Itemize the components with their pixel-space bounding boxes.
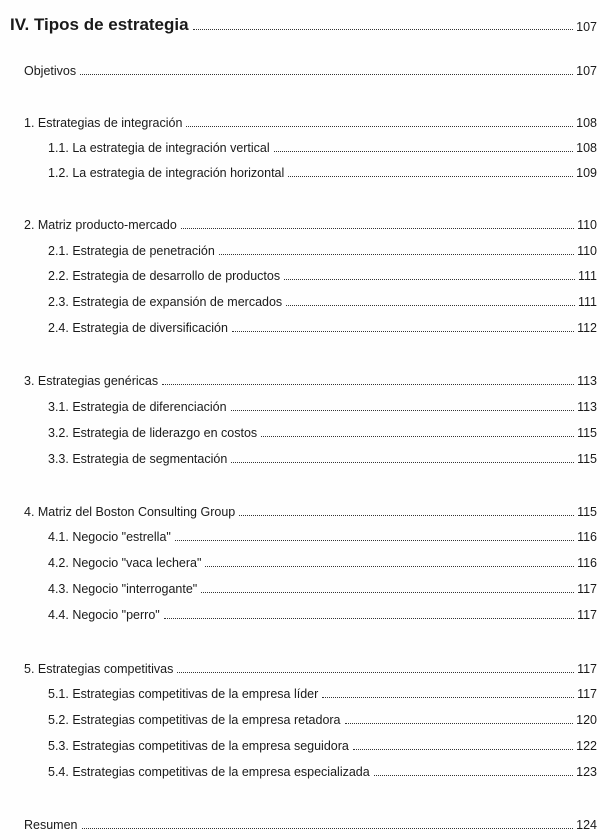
dot-leader xyxy=(231,410,574,411)
page-number: 113 xyxy=(577,400,597,414)
dot-leader xyxy=(353,749,573,750)
subsection-title: 4.3. Negocio "interrogante" xyxy=(48,582,198,596)
dot-leader xyxy=(219,254,574,255)
toc-subsection-3-2 xyxy=(48,420,597,440)
page-number: 107 xyxy=(576,64,597,78)
toc-section-4 xyxy=(24,499,597,519)
toc-subsection-5-1 xyxy=(48,681,597,701)
toc-subsection-1-1 xyxy=(48,135,597,155)
toc-subsection-1-2 xyxy=(48,160,597,180)
dot-leader xyxy=(193,29,574,30)
page-number: 117 xyxy=(577,687,597,701)
toc-subsection-2-2 xyxy=(48,263,597,283)
toc-subsection-4-4 xyxy=(48,602,597,622)
subsection-title: 3.1. Estrategia de diferenciación xyxy=(48,400,227,414)
dot-leader xyxy=(80,74,573,75)
subsection-title: 5.4. Estrategias competitivas de la empresa especializada xyxy=(48,765,370,779)
toc-subsection-3-3 xyxy=(48,446,597,466)
section-title: 2. Matriz producto-mercado xyxy=(24,218,177,232)
section-title: 5. Estrategias competitivas xyxy=(24,662,174,676)
page-number: 111 xyxy=(577,269,597,283)
toc-section-2 xyxy=(24,212,597,232)
dot-leader xyxy=(232,331,574,332)
toc-subsection-4-1 xyxy=(48,524,597,544)
toc-entry-objetivos xyxy=(24,58,597,78)
dot-leader xyxy=(274,151,573,152)
toc-subsection-3-1 xyxy=(48,394,597,414)
page-number: 116 xyxy=(577,556,597,570)
page-number: 117 xyxy=(577,662,597,676)
page-number: 117 xyxy=(577,608,597,622)
page-number: 116 xyxy=(577,530,597,544)
dot-leader xyxy=(177,672,574,673)
dot-leader xyxy=(186,126,573,127)
subsection-title: 1.2. La estrategia de integración horizontal xyxy=(48,166,285,180)
subsection-title: 2.4. Estrategia de diversificación xyxy=(48,321,228,335)
dot-leader xyxy=(322,697,574,698)
page-number: 108 xyxy=(576,116,597,130)
dot-leader xyxy=(345,723,574,724)
subsection-title: 3.2. Estrategia de liderazgo en costos xyxy=(48,426,258,440)
dot-leader xyxy=(231,462,574,463)
toc-section-3 xyxy=(24,368,597,388)
subsection-title: 5.2. Estrategias competitivas de la empresa retadora xyxy=(48,713,341,727)
toc-subsection-5-3 xyxy=(48,733,597,753)
toc-chapter-entry xyxy=(10,8,597,34)
toc-section-1 xyxy=(24,110,597,130)
dot-leader xyxy=(175,540,574,541)
dot-leader xyxy=(82,828,574,829)
dot-leader xyxy=(261,436,574,437)
dot-leader xyxy=(201,592,574,593)
entry-title: Resumen xyxy=(24,818,78,832)
page-number: 115 xyxy=(577,505,597,519)
toc-subsection-4-2 xyxy=(48,550,597,570)
toc-entry-resumen xyxy=(24,812,597,832)
page-number: 124 xyxy=(576,818,597,832)
page-number: 110 xyxy=(577,218,597,232)
page-number: 113 xyxy=(577,374,597,388)
page-number: 107 xyxy=(576,20,597,34)
page-number: 120 xyxy=(576,713,597,727)
page-number: 108 xyxy=(576,141,597,155)
dot-leader xyxy=(164,618,574,619)
subsection-title: 2.1. Estrategia de penetración xyxy=(48,244,215,258)
subsection-title: 3.3. Estrategia de segmentación xyxy=(48,452,228,466)
subsection-title: 4.2. Negocio "vaca lechera" xyxy=(48,556,202,570)
page-number: 109 xyxy=(576,166,597,180)
chapter-title: IV. Tipos de estrategia xyxy=(10,15,189,34)
subsection-title: 2.2. Estrategia de desarrollo de productos xyxy=(48,269,281,283)
dot-leader xyxy=(181,228,574,229)
page-number: 117 xyxy=(577,582,597,596)
dot-leader xyxy=(162,384,574,385)
dot-leader xyxy=(374,775,573,776)
toc-subsection-4-3 xyxy=(48,576,597,596)
page-number: 112 xyxy=(577,321,597,335)
dot-leader xyxy=(239,515,574,516)
page-number: 115 xyxy=(577,426,597,440)
page-number: 115 xyxy=(577,452,597,466)
entry-title: Objetivos xyxy=(24,64,77,78)
subsection-title: 2.3. Estrategia de expansión de mercados xyxy=(48,295,283,309)
subsection-title: 1.1. La estrategia de integración vertical xyxy=(48,141,270,155)
page-number: 110 xyxy=(577,244,597,258)
section-title: 1. Estrategias de integración xyxy=(24,116,183,130)
dot-leader xyxy=(288,176,573,177)
page-number: 111 xyxy=(577,295,597,309)
subsection-title: 5.1. Estrategias competitivas de la empresa líder xyxy=(48,687,319,701)
dot-leader xyxy=(284,279,575,280)
subsection-title: 4.1. Negocio "estrella" xyxy=(48,530,171,544)
section-title: 3. Estrategias genéricas xyxy=(24,374,159,388)
toc-subsection-2-1 xyxy=(48,238,597,258)
toc-section-5 xyxy=(24,656,597,676)
section-title: 4. Matriz del Boston Consulting Group xyxy=(24,505,236,519)
subsection-title: 5.3. Estrategias competitivas de la empresa seguidora xyxy=(48,739,349,753)
dot-leader xyxy=(205,566,574,567)
subsection-title: 4.4. Negocio "perro" xyxy=(48,608,160,622)
toc-subsection-2-4 xyxy=(48,315,597,335)
dot-leader xyxy=(286,305,575,306)
page-number: 122 xyxy=(576,739,597,753)
page-number: 123 xyxy=(576,765,597,779)
toc-subsection-5-4 xyxy=(48,759,597,779)
toc-subsection-2-3 xyxy=(48,289,597,309)
toc-subsection-5-2 xyxy=(48,707,597,727)
